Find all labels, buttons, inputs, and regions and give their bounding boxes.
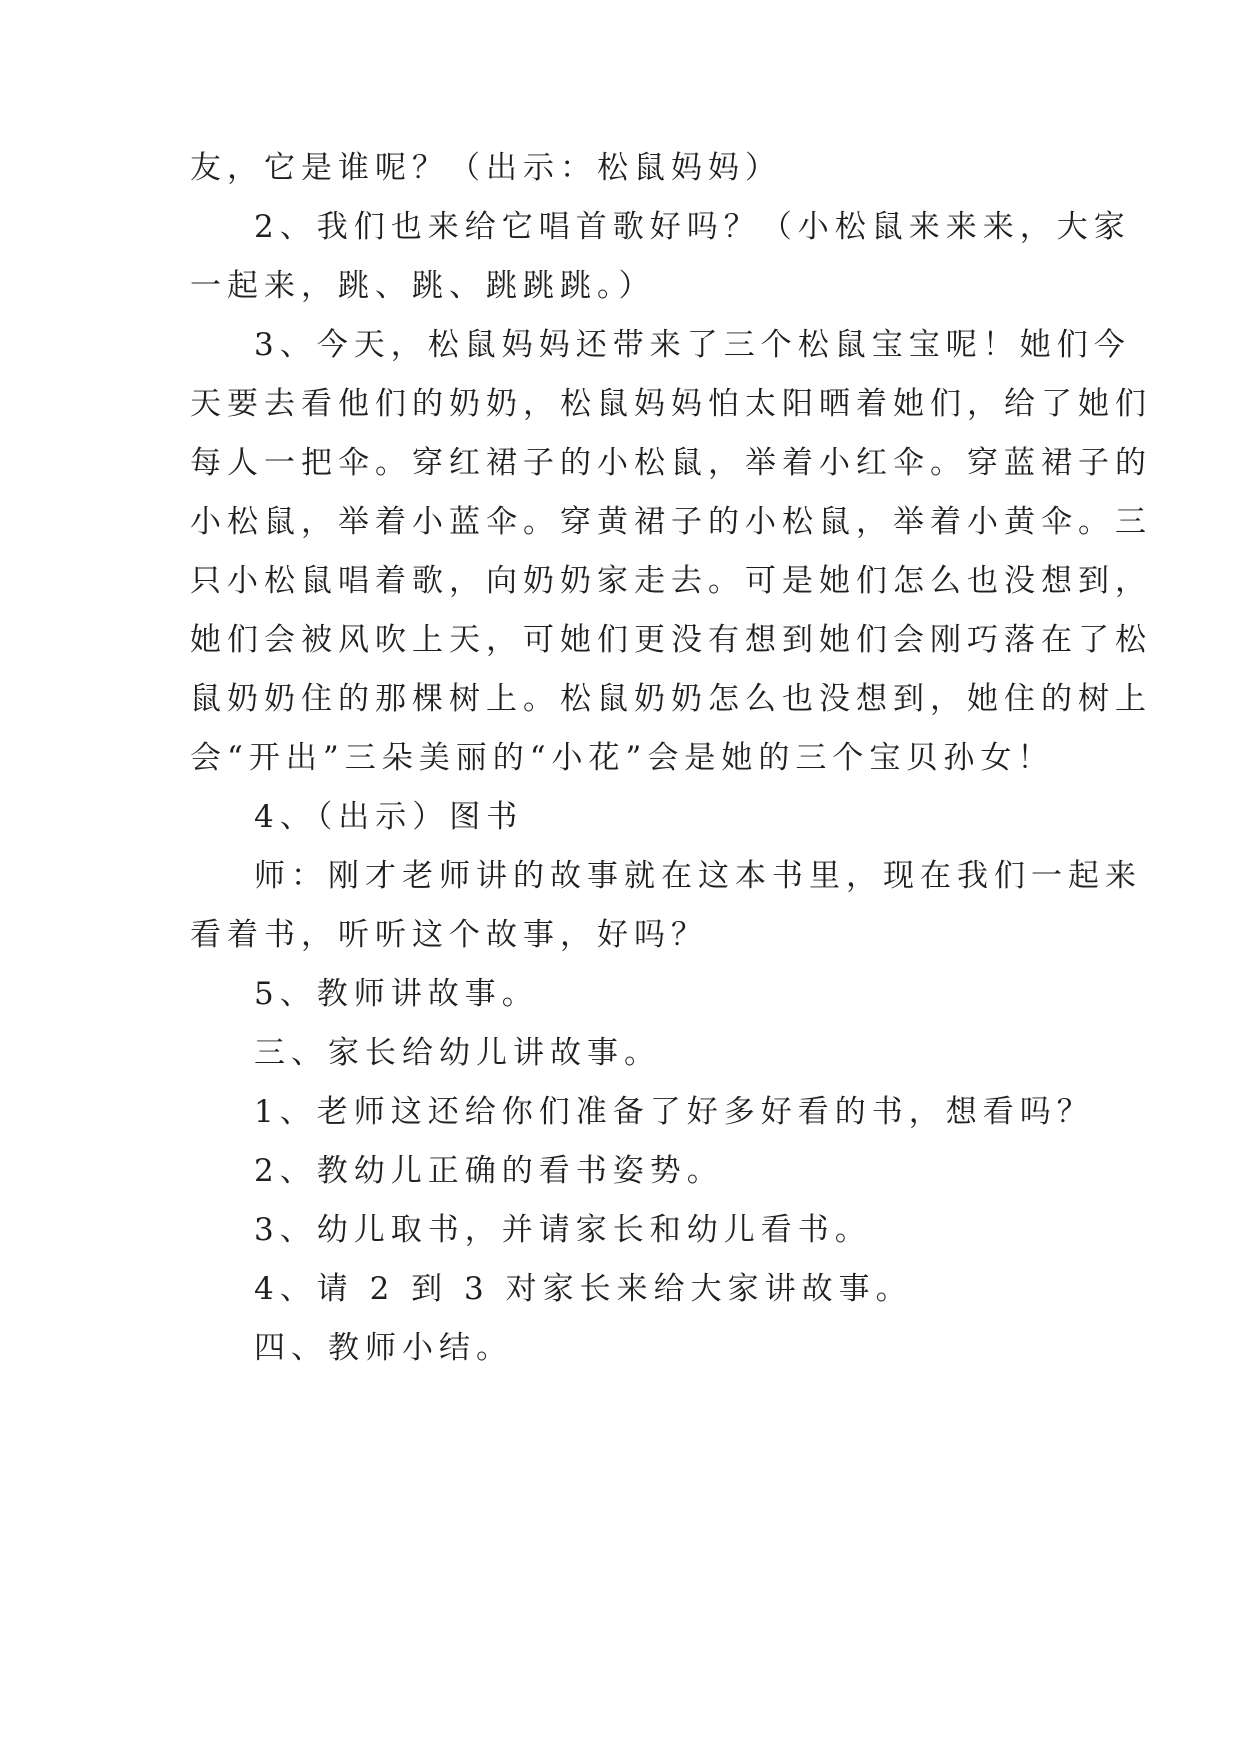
text-line: 天要去看他们的奶奶，松鼠妈妈怕太阳晒着她们，给了她们 xyxy=(190,386,1152,422)
text-line: 3、幼儿取书，并请家长和幼儿看书。 xyxy=(254,1212,872,1248)
text-line: 师：刚才老师讲的故事就在这本书里，现在我们一起来 xyxy=(254,858,1142,894)
text-line: 友，它是谁呢？（出示：松鼠妈妈） xyxy=(190,150,782,186)
text-line: 只小松鼠唱着歌，向奶奶家走去。可是她们怎么也没想到， xyxy=(190,563,1152,599)
text-line: 三、家长给幼儿讲故事。 xyxy=(254,1035,661,1071)
text-line: 2、教幼儿正确的看书姿势。 xyxy=(254,1153,724,1189)
text-line: 4、请 2 到 3 对家长来给大家讲故事。 xyxy=(254,1271,913,1307)
text-line: 鼠奶奶住的那棵树上。松鼠奶奶怎么也没想到，她住的树上 xyxy=(190,681,1152,717)
text-line: 1、老师这还给你们准备了好多好看的书，想看吗？ xyxy=(254,1094,1094,1130)
text-line: 会“开出”三朵美丽的“小花”会是她的三个宝贝孙女！ xyxy=(190,740,1055,776)
text-line: 4、（出示）图书 xyxy=(254,799,524,835)
text-line: 2、我们也来给它唱首歌好吗？（小松鼠来来来，大家 xyxy=(254,209,1131,245)
text-line: 3、今天，松鼠妈妈还带来了三个松鼠宝宝呢！她们今 xyxy=(254,327,1131,363)
text-line: 小松鼠，举着小蓝伞。穿黄裙子的小松鼠，举着小黄伞。三 xyxy=(190,504,1152,540)
text-line: 每人一把伞。穿红裙子的小松鼠，举着小红伞。穿蓝裙子的 xyxy=(190,445,1152,481)
text-line: 5、教师讲故事。 xyxy=(254,976,539,1012)
text-line: 她们会被风吹上天，可她们更没有想到她们会刚巧落在了松 xyxy=(190,622,1152,658)
text-line: 看着书，听听这个故事，好吗？ xyxy=(190,917,708,953)
text-line: 四、教师小结。 xyxy=(254,1330,513,1366)
text-line: 一起来，跳、跳、跳跳跳。） xyxy=(190,268,656,304)
